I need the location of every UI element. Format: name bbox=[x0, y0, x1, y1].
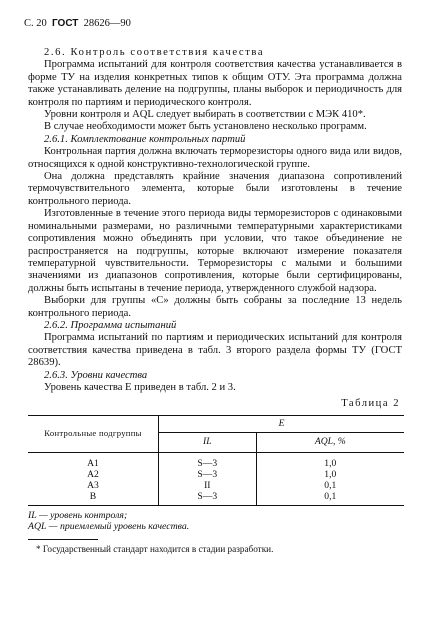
document-body bbox=[28, 47, 402, 555]
table-cell-aql: 0,1 bbox=[256, 491, 404, 506]
subsection-title: 2.6.1. Комплектование контрольных партий bbox=[44, 133, 246, 145]
column-header-aql: AQL, % bbox=[256, 433, 404, 452]
column-header-il: IL bbox=[159, 433, 257, 452]
table-cell-aql: 1,0 bbox=[256, 469, 404, 480]
table-cell-subgroup: B bbox=[89, 490, 97, 502]
table-cell-subgroup: A2 bbox=[87, 468, 99, 480]
subsection-title: 2.6.2. Программа испытаний bbox=[44, 319, 177, 331]
paragraph: В случае необходимости может быть установлено несколько программ. bbox=[44, 121, 367, 133]
paragraph: Уровень качества E приведен в табл. 2 и 3. bbox=[44, 381, 236, 393]
table-cell-subgroup: A3 bbox=[87, 479, 99, 491]
standard-label: ГОСТ bbox=[52, 18, 79, 29]
paragraph: Программа испытаний по партиям и периодических испытаний для контроля соответствия качества приведена в табл. 3 второго раздела формы ТУ (ГОСТ 28639). bbox=[28, 332, 402, 369]
paragraph: Выборки для группы «С» должны быть собраны за последние 13 недель контрольного периода. bbox=[28, 295, 402, 319]
table-cell-il: S—3 bbox=[159, 452, 257, 469]
paragraph: Она должна представлять крайние значения диапазона сопротивлений термочувствительного элемента, которые были изготовлены в течение контрольного периода. bbox=[28, 171, 402, 207]
paragraph: Программа испытаний для контроля соответствия качества устанавливается в форме ТУ на изделия конкретных типов к общим ОТУ. Эта программа должна также устанавливать деление на подгруппы, планы выборок и периодичность для контроля по партиям и периодического контроля. bbox=[28, 59, 402, 108]
note-il: IL — уровень контроля; bbox=[28, 509, 128, 521]
standard-number: 28626—90 bbox=[83, 18, 131, 29]
table-row bbox=[28, 480, 404, 491]
table-cell-il: S—3 bbox=[159, 469, 257, 480]
quality-table bbox=[28, 415, 404, 506]
note-aql: AQL — приемлемый уровень качества. bbox=[28, 521, 190, 533]
paragraph: Уровни контроля и AQL следует выбирать в соответствии с МЭК 410*. bbox=[44, 109, 366, 121]
column-header-group: E bbox=[159, 415, 405, 432]
table-cell-aql: 0,1 bbox=[256, 480, 404, 491]
table-caption: Таблица 2 bbox=[341, 398, 400, 410]
table-row bbox=[28, 452, 404, 469]
table-cell-il: S—3 bbox=[159, 491, 257, 506]
table-notes bbox=[28, 510, 402, 533]
table-cell-il: II bbox=[159, 480, 257, 491]
page-header bbox=[24, 18, 131, 29]
paragraph: Изготовленные в течение этого периода виды терморезисторов с одинаковыми номинальными размерами, но различными температурными характеристиками сопротивления можно объединять при условии, что такое объединение не распространяется на подгруппы, которые включают измерение показателя температурной чувствительности. Терморезисторы с малыми и большими значениями из диапазонов сопротивления, которые были сертифицированы, должны быть испытаны в течение периода, утвержденного службой надзора. bbox=[28, 208, 402, 294]
footnote-divider bbox=[28, 539, 98, 540]
table-row bbox=[28, 491, 404, 506]
section-title: 2.6. Контроль соответствия качества bbox=[44, 47, 265, 58]
table-cell-aql: 1,0 bbox=[256, 452, 404, 469]
paragraph: Контрольная партия должна включать терморезисторы одного вида или видов, относящихся к одной конструктивно-технологической группе. bbox=[28, 146, 402, 170]
table-row bbox=[28, 469, 404, 480]
footnote: * Государственный стандарт находится в стадии разработки. bbox=[36, 543, 274, 554]
table-cell-subgroup: A1 bbox=[87, 457, 99, 469]
page-number: С. 20 bbox=[24, 18, 47, 29]
column-header-subgroup: Контрольные подгруппы bbox=[44, 428, 142, 439]
subsection-title: 2.6.3. Уровни качества bbox=[44, 369, 148, 381]
